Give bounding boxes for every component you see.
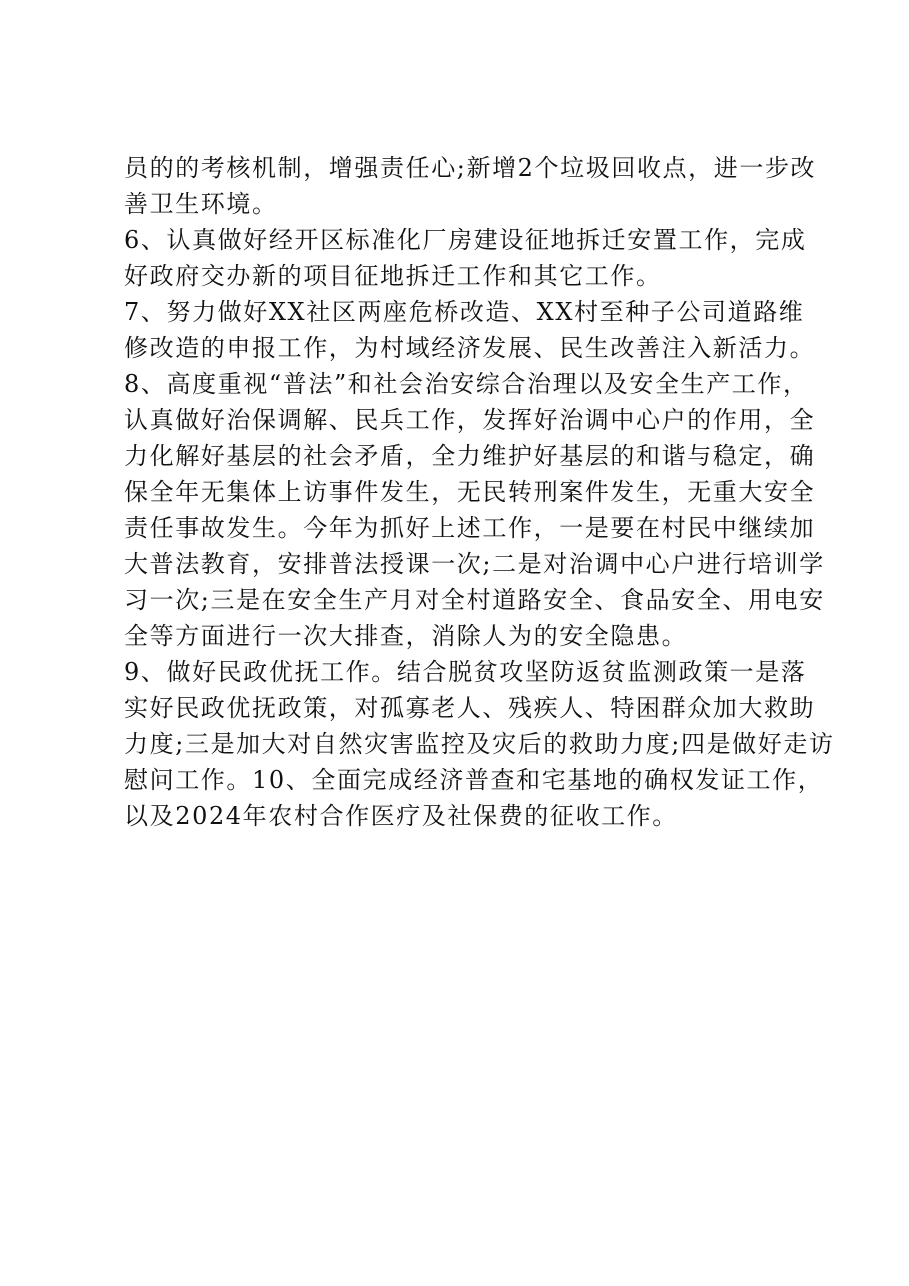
text-line-17: 力度;三是加大对自然灾害监控及灾后的救助力度;四是做好走访	[124, 730, 835, 758]
text-line-5: 7、努力做好XX社区两座危桥改造、XX村至种子公司道路维	[124, 298, 805, 326]
text-line-9: 力化解好基层的社会矛盾，全力维护好基层的和谐与稳定，确	[124, 442, 816, 470]
text-line-4: 好政府交办新的项目征地拆迁工作和其它工作。	[124, 262, 662, 290]
text-line-1: 员的的考核机制，增强责任心;新增2个垃圾回收点，进一步改	[124, 154, 817, 182]
text-line-16: 实好民政优抚政策，对孤寡老人、残疾人、特困群众加大救助	[124, 694, 816, 722]
text-line-19: 以及2024年农村合作医疗及社保费的征收工作。	[124, 802, 678, 830]
text-line-6: 修改造的申报工作，为村域经济发展、民生改善注入新活力。	[124, 334, 816, 362]
text-line-3: 6、认真做好经开区标准化厂房建设征地拆迁安置工作，完成	[124, 226, 807, 254]
text-line-8: 认真做好治保调解、民兵工作，发挥好治调中心户的作用，全	[124, 406, 816, 434]
text-line-2: 善卫生环境。	[124, 190, 278, 218]
text-line-11: 责任事故发生。今年为抓好上述工作，一是要在村民中继续加	[124, 514, 816, 542]
text-line-10: 保全年无集体上访事件发生，无民转刑案件发生，无重大安全	[124, 478, 816, 506]
body-text	[124, 150, 835, 834]
text-line-15: 9、做好民政优抚工作。结合脱贫攻坚防返贫监测政策一是落	[124, 658, 807, 686]
text-line-7: 8、高度重视“普法”和社会治安综合治理以及安全生产工作，	[124, 370, 809, 398]
text-line-14: 全等方面进行一次大排查，消除人为的安全隐患。	[124, 622, 688, 650]
text-line-12: 大普法教育，安排普法授课一次;二是对治调中心户进行培训学	[124, 550, 825, 578]
text-line-13: 习一次;三是在安全生产月对全村道路安全、食品安全、用电安	[124, 586, 825, 614]
text-line-18: 慰问工作。10、全面完成经济普查和宅基地的确权发证工作，	[124, 766, 824, 794]
